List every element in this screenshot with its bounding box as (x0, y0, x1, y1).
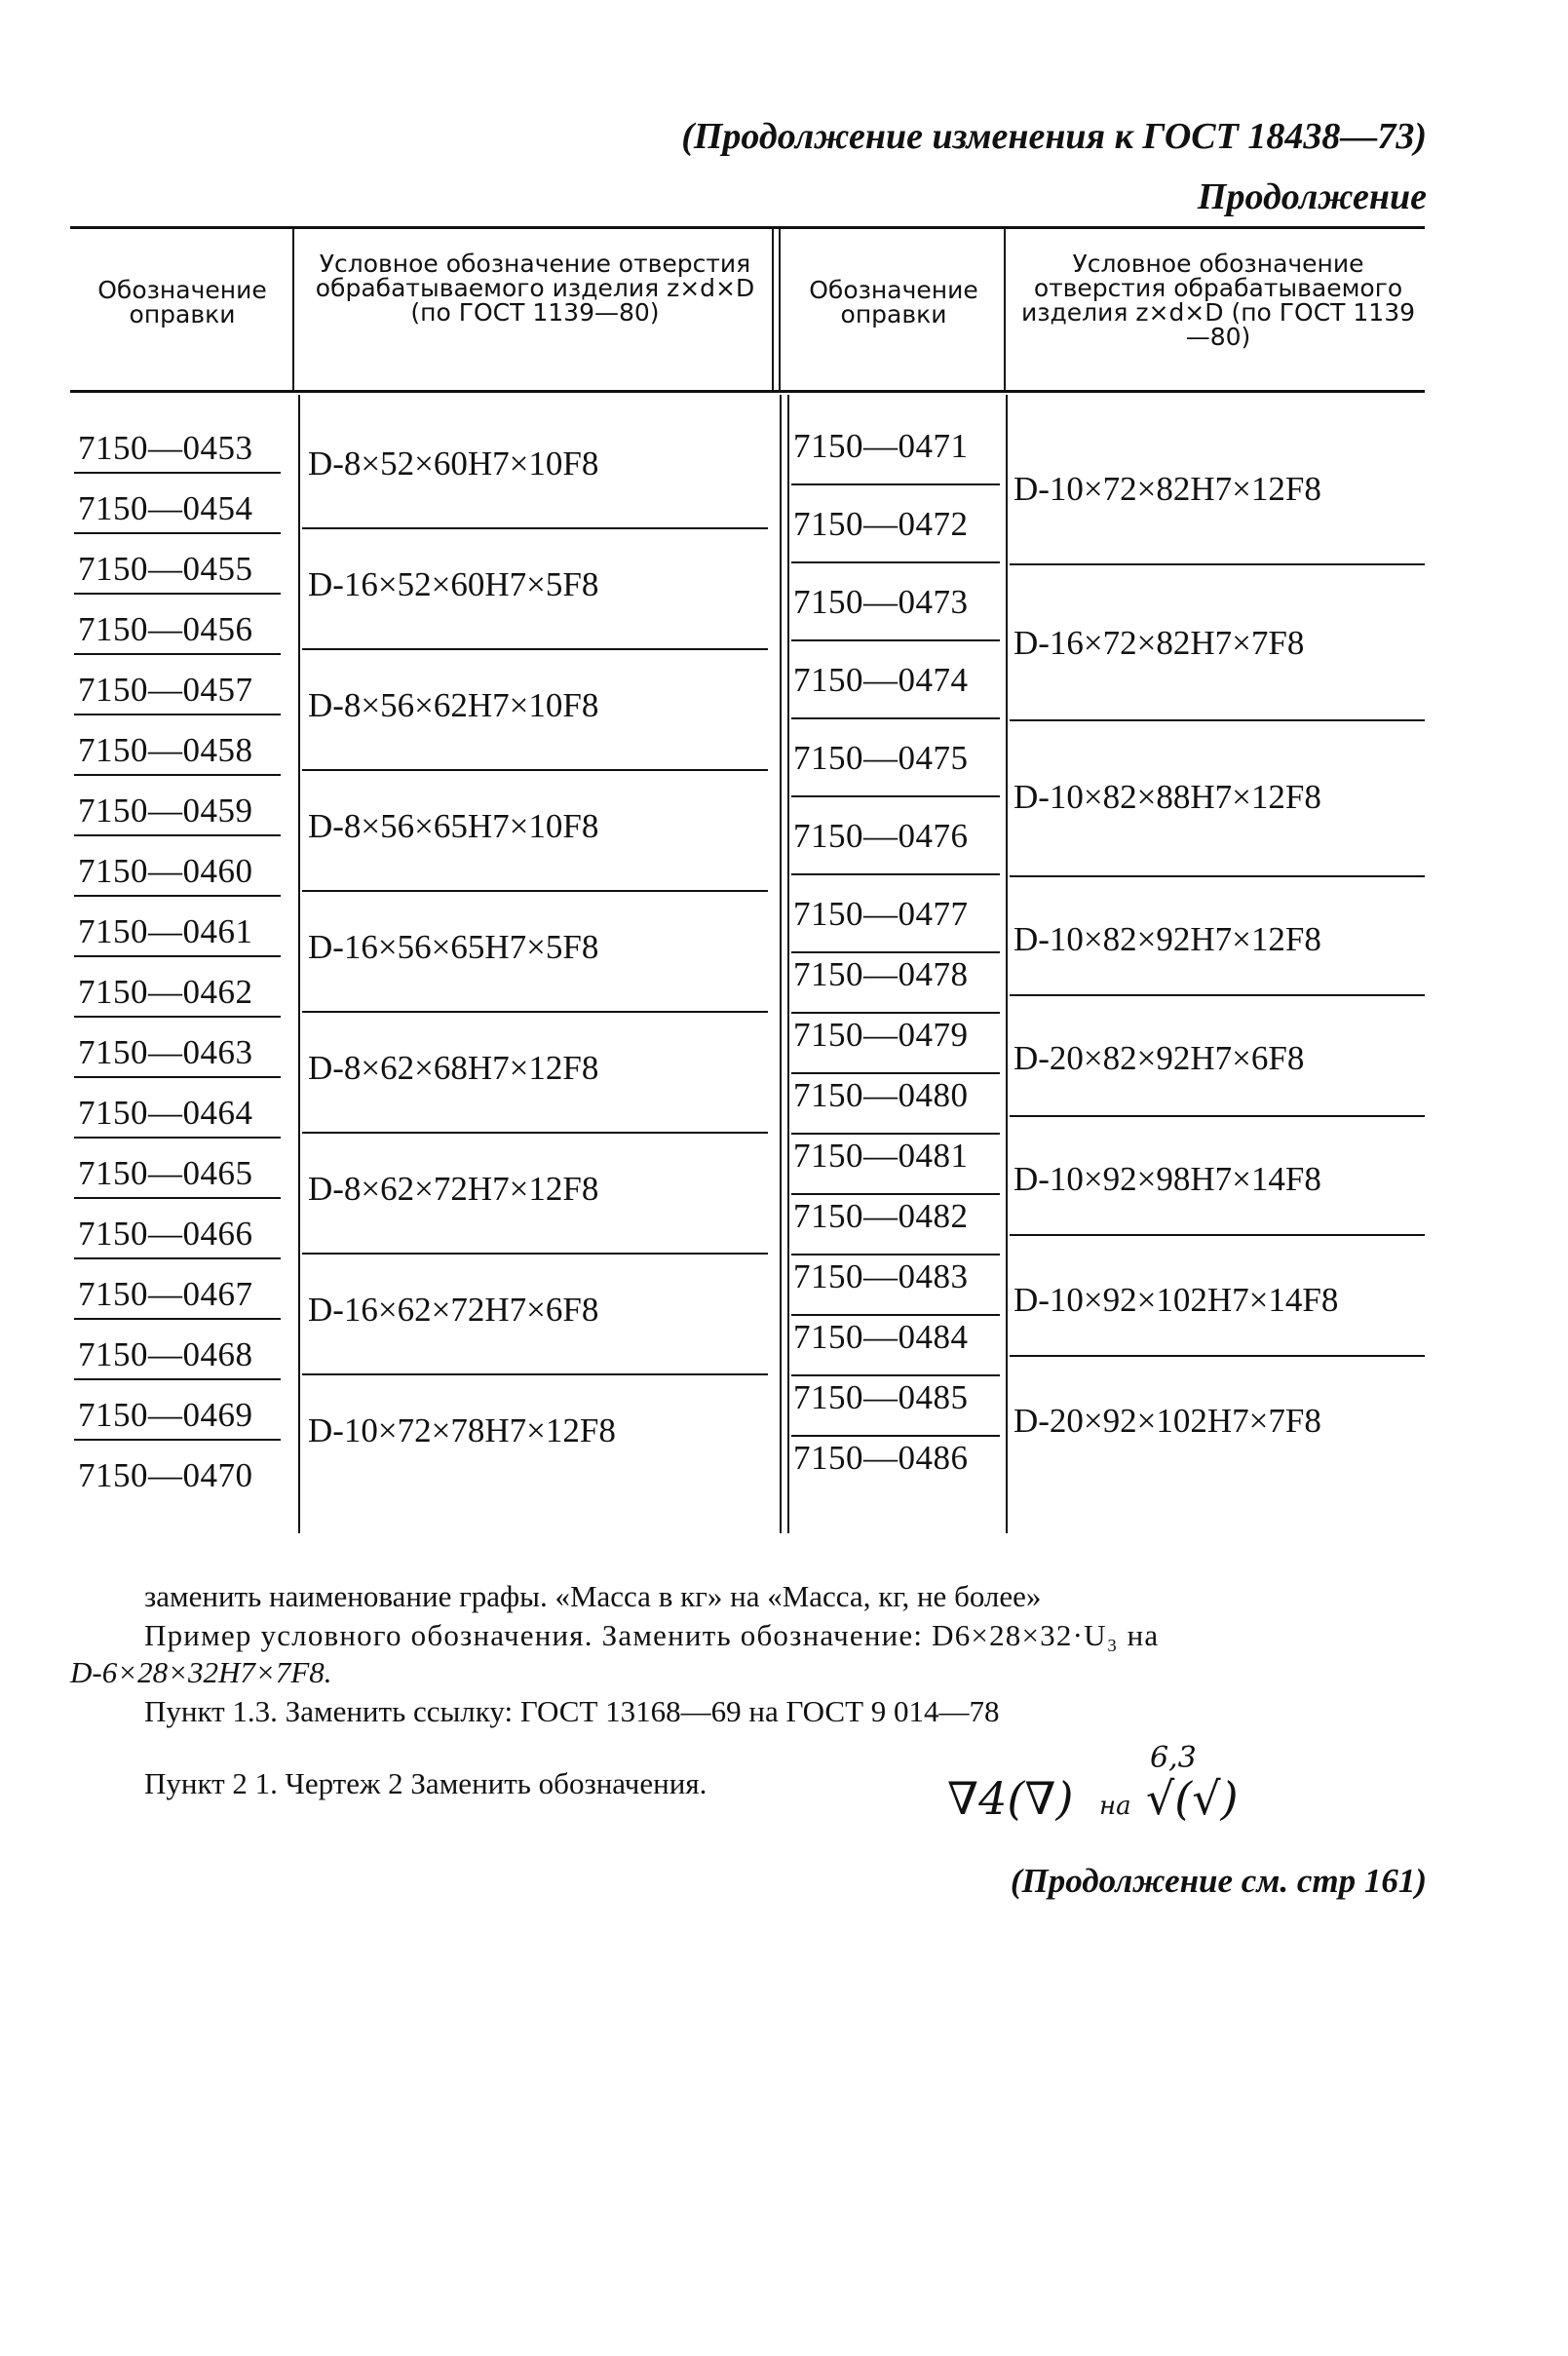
header-designation-right: Обозначение оправки (809, 276, 978, 328)
left-code-underline (74, 1257, 281, 1259)
roughness-new-symbol: √(√) (1146, 1772, 1239, 1825)
left-code-cell: 7150—0468 (78, 1335, 253, 1373)
right-code-underline (791, 639, 1000, 641)
text-line-1: заменить наименование графы. «Масса в кг» на «Масса, кг, не более» (144, 1579, 1042, 1613)
right-code-cell: 7150—0485 (793, 1378, 969, 1416)
header-vline-1 (292, 226, 294, 390)
right-code-cell: 7150—0484 (793, 1318, 969, 1356)
right-designation-cell: D-20×82×92H7×6F8 (1013, 1039, 1305, 1077)
left-designation-cell: D-8×62×68H7×12F8 (308, 1049, 599, 1087)
right-code-cell: 7150—0472 (793, 505, 969, 543)
left-designation-divider (302, 648, 768, 650)
right-designation-divider (1010, 1355, 1425, 1357)
text-line-4: Пункт 1.3. Заменить ссылку: ГОСТ 13168—69 на ГОСТ 9 014—78 (144, 1694, 1000, 1728)
left-code-underline (74, 472, 281, 474)
left-code-cell: 7150—0467 (78, 1275, 253, 1313)
header-vline-2b (779, 226, 781, 390)
right-designation-divider (1010, 719, 1425, 721)
right-code-underline (791, 951, 1000, 953)
right-code-cell: 7150—0473 (793, 583, 969, 621)
left-designation-cell: D-8×52×60H7×10F8 (308, 444, 599, 483)
left-code-cell: 7150—0464 (78, 1094, 253, 1132)
left-code-underline (74, 1016, 281, 1018)
left-designation-cell: D-10×72×78H7×12F8 (308, 1411, 616, 1449)
right-code-underline (791, 561, 1000, 563)
continuation-subheader: Продолжение (1197, 176, 1427, 217)
left-code-underline (74, 653, 281, 655)
left-designation-cell: D-16×62×72H7×6F8 (308, 1291, 599, 1329)
left-code-underline (74, 1197, 281, 1199)
table-top-rule (70, 226, 1425, 229)
right-code-underline (791, 1254, 1000, 1255)
table-header-rule (70, 390, 1425, 393)
right-designation-divider (1010, 563, 1425, 565)
right-code-underline (791, 795, 1000, 797)
left-designation-cell: D-8×56×62H7×10F8 (308, 686, 599, 724)
left-code-underline (74, 834, 281, 836)
left-code-cell: 7150—0461 (78, 912, 253, 950)
continuation-header: (Продолжение изменения к ГОСТ 18438—73) (681, 116, 1427, 157)
right-designation-cell: D-10×72×82H7×12F8 (1013, 470, 1321, 508)
footer-continuation: (Продолжение см. стр 161) (1010, 1862, 1427, 1900)
left-designation-divider (302, 1373, 768, 1375)
text-line-3: D-6×28×32H7×7F8. (70, 1655, 332, 1689)
header-vline-2a (772, 226, 774, 390)
right-designation-divider (1010, 875, 1425, 877)
right-designation-cell: D-10×92×98H7×14F8 (1013, 1160, 1321, 1198)
left-code-underline (74, 1318, 281, 1320)
roughness-old-symbol: ∇4(∇) (947, 1772, 1074, 1825)
left-code-cell: 7150—0459 (78, 792, 253, 830)
right-code-cell: 7150—0481 (793, 1137, 969, 1175)
right-code-cell: 7150—0476 (793, 817, 969, 855)
right-designation-cell: D-10×92×102H7×14F8 (1013, 1281, 1339, 1319)
text-line-2: Пример условного обозначения. Заменить обозначение: D6×28×32·U₃ на (144, 1618, 1160, 1652)
left-code-cell: 7150—0460 (78, 852, 253, 890)
header-hole-left: Условное обозначение отверстия обрабатываемого изделия z×d×D (по ГОСТ 1139—80) (315, 250, 755, 327)
right-designation-divider (1010, 994, 1425, 996)
left-code-underline (74, 895, 281, 897)
left-code-underline (74, 1076, 281, 1078)
left-code-underline (74, 1378, 281, 1380)
right-designation-cell: D-10×82×88H7×12F8 (1013, 778, 1321, 816)
body-vline-2b (787, 395, 789, 1533)
right-code-cell: 7150—0483 (793, 1257, 969, 1295)
left-code-cell: 7150—0453 (78, 429, 253, 467)
right-code-underline (791, 1435, 1000, 1437)
left-code-cell: 7150—0458 (78, 731, 253, 769)
right-code-underline (791, 1193, 1000, 1195)
left-designation-divider (302, 527, 768, 529)
left-code-cell: 7150—0469 (78, 1396, 253, 1434)
right-code-underline (791, 1072, 1000, 1074)
left-code-cell: 7150—0454 (78, 489, 253, 527)
right-code-cell: 7150—0480 (793, 1076, 969, 1114)
right-code-cell: 7150—0482 (793, 1197, 969, 1235)
left-code-cell: 7150—0455 (78, 550, 253, 588)
left-code-underline (74, 1439, 281, 1441)
left-code-underline (74, 774, 281, 776)
right-code-cell: 7150—0471 (793, 427, 969, 465)
roughness-na-label: на (1099, 1792, 1131, 1821)
right-code-underline (791, 483, 1000, 485)
right-code-cell: 7150—0474 (793, 661, 969, 699)
right-code-underline (791, 1012, 1000, 1014)
left-code-cell: 7150—0456 (78, 610, 253, 648)
left-designation-divider (302, 1011, 768, 1013)
text-line-5: Пункт 2 1. Чертеж 2 Заменить обозначения. (144, 1766, 708, 1800)
left-code-underline (74, 955, 281, 957)
right-designation-cell: D-10×82×92H7×12F8 (1013, 920, 1321, 958)
right-designation-cell: D-20×92×102H7×7F8 (1013, 1402, 1321, 1440)
left-code-underline (74, 714, 281, 715)
left-code-cell: 7150—0466 (78, 1215, 253, 1253)
header-vline-3 (1004, 226, 1006, 390)
left-code-cell: 7150—0470 (78, 1456, 253, 1494)
left-designation-cell: D-8×62×72H7×12F8 (308, 1170, 599, 1208)
right-code-cell: 7150—0478 (793, 955, 969, 993)
right-code-underline (791, 1374, 1000, 1376)
body-vline-3 (1006, 395, 1008, 1533)
right-code-underline (791, 717, 1000, 719)
left-designation-divider (302, 1253, 768, 1255)
right-code-underline (791, 1133, 1000, 1135)
left-code-cell: 7150—0462 (78, 973, 253, 1011)
right-designation-divider (1010, 1234, 1425, 1236)
right-designation-cell: D-16×72×82H7×7F8 (1013, 624, 1305, 662)
header-hole-right: Условное обозначение отверстия обрабатываемого изделия z×d×D (по ГОСТ 1139—80) (1020, 250, 1416, 351)
left-designation-cell: D-16×56×65H7×5F8 (308, 928, 599, 966)
right-designation-divider (1010, 1115, 1425, 1117)
left-designation-cell: D-8×56×65H7×10F8 (308, 807, 599, 845)
left-designation-divider (302, 1132, 768, 1134)
right-code-cell: 7150—0477 (793, 895, 969, 933)
left-code-cell: 7150—0463 (78, 1033, 253, 1071)
header-designation-left: Обозначение оправки (97, 276, 267, 328)
right-code-cell: 7150—0475 (793, 739, 969, 777)
left-designation-divider (302, 890, 768, 892)
right-code-underline (791, 873, 1000, 875)
left-designation-divider (302, 769, 768, 771)
body-vline-2a (780, 395, 782, 1533)
left-code-underline (74, 532, 281, 534)
roughness-new-value: 6,3 (1150, 1741, 1197, 1775)
left-code-cell: 7150—0457 (78, 671, 253, 709)
left-code-cell: 7150—0465 (78, 1154, 253, 1192)
left-designation-cell: D-16×52×60H7×5F8 (308, 565, 599, 603)
right-code-underline (791, 1314, 1000, 1316)
right-code-cell: 7150—0479 (793, 1016, 969, 1054)
body-vline-1 (298, 395, 300, 1533)
right-code-cell: 7150—0486 (793, 1439, 969, 1477)
left-code-underline (74, 1137, 281, 1139)
left-code-underline (74, 593, 281, 595)
